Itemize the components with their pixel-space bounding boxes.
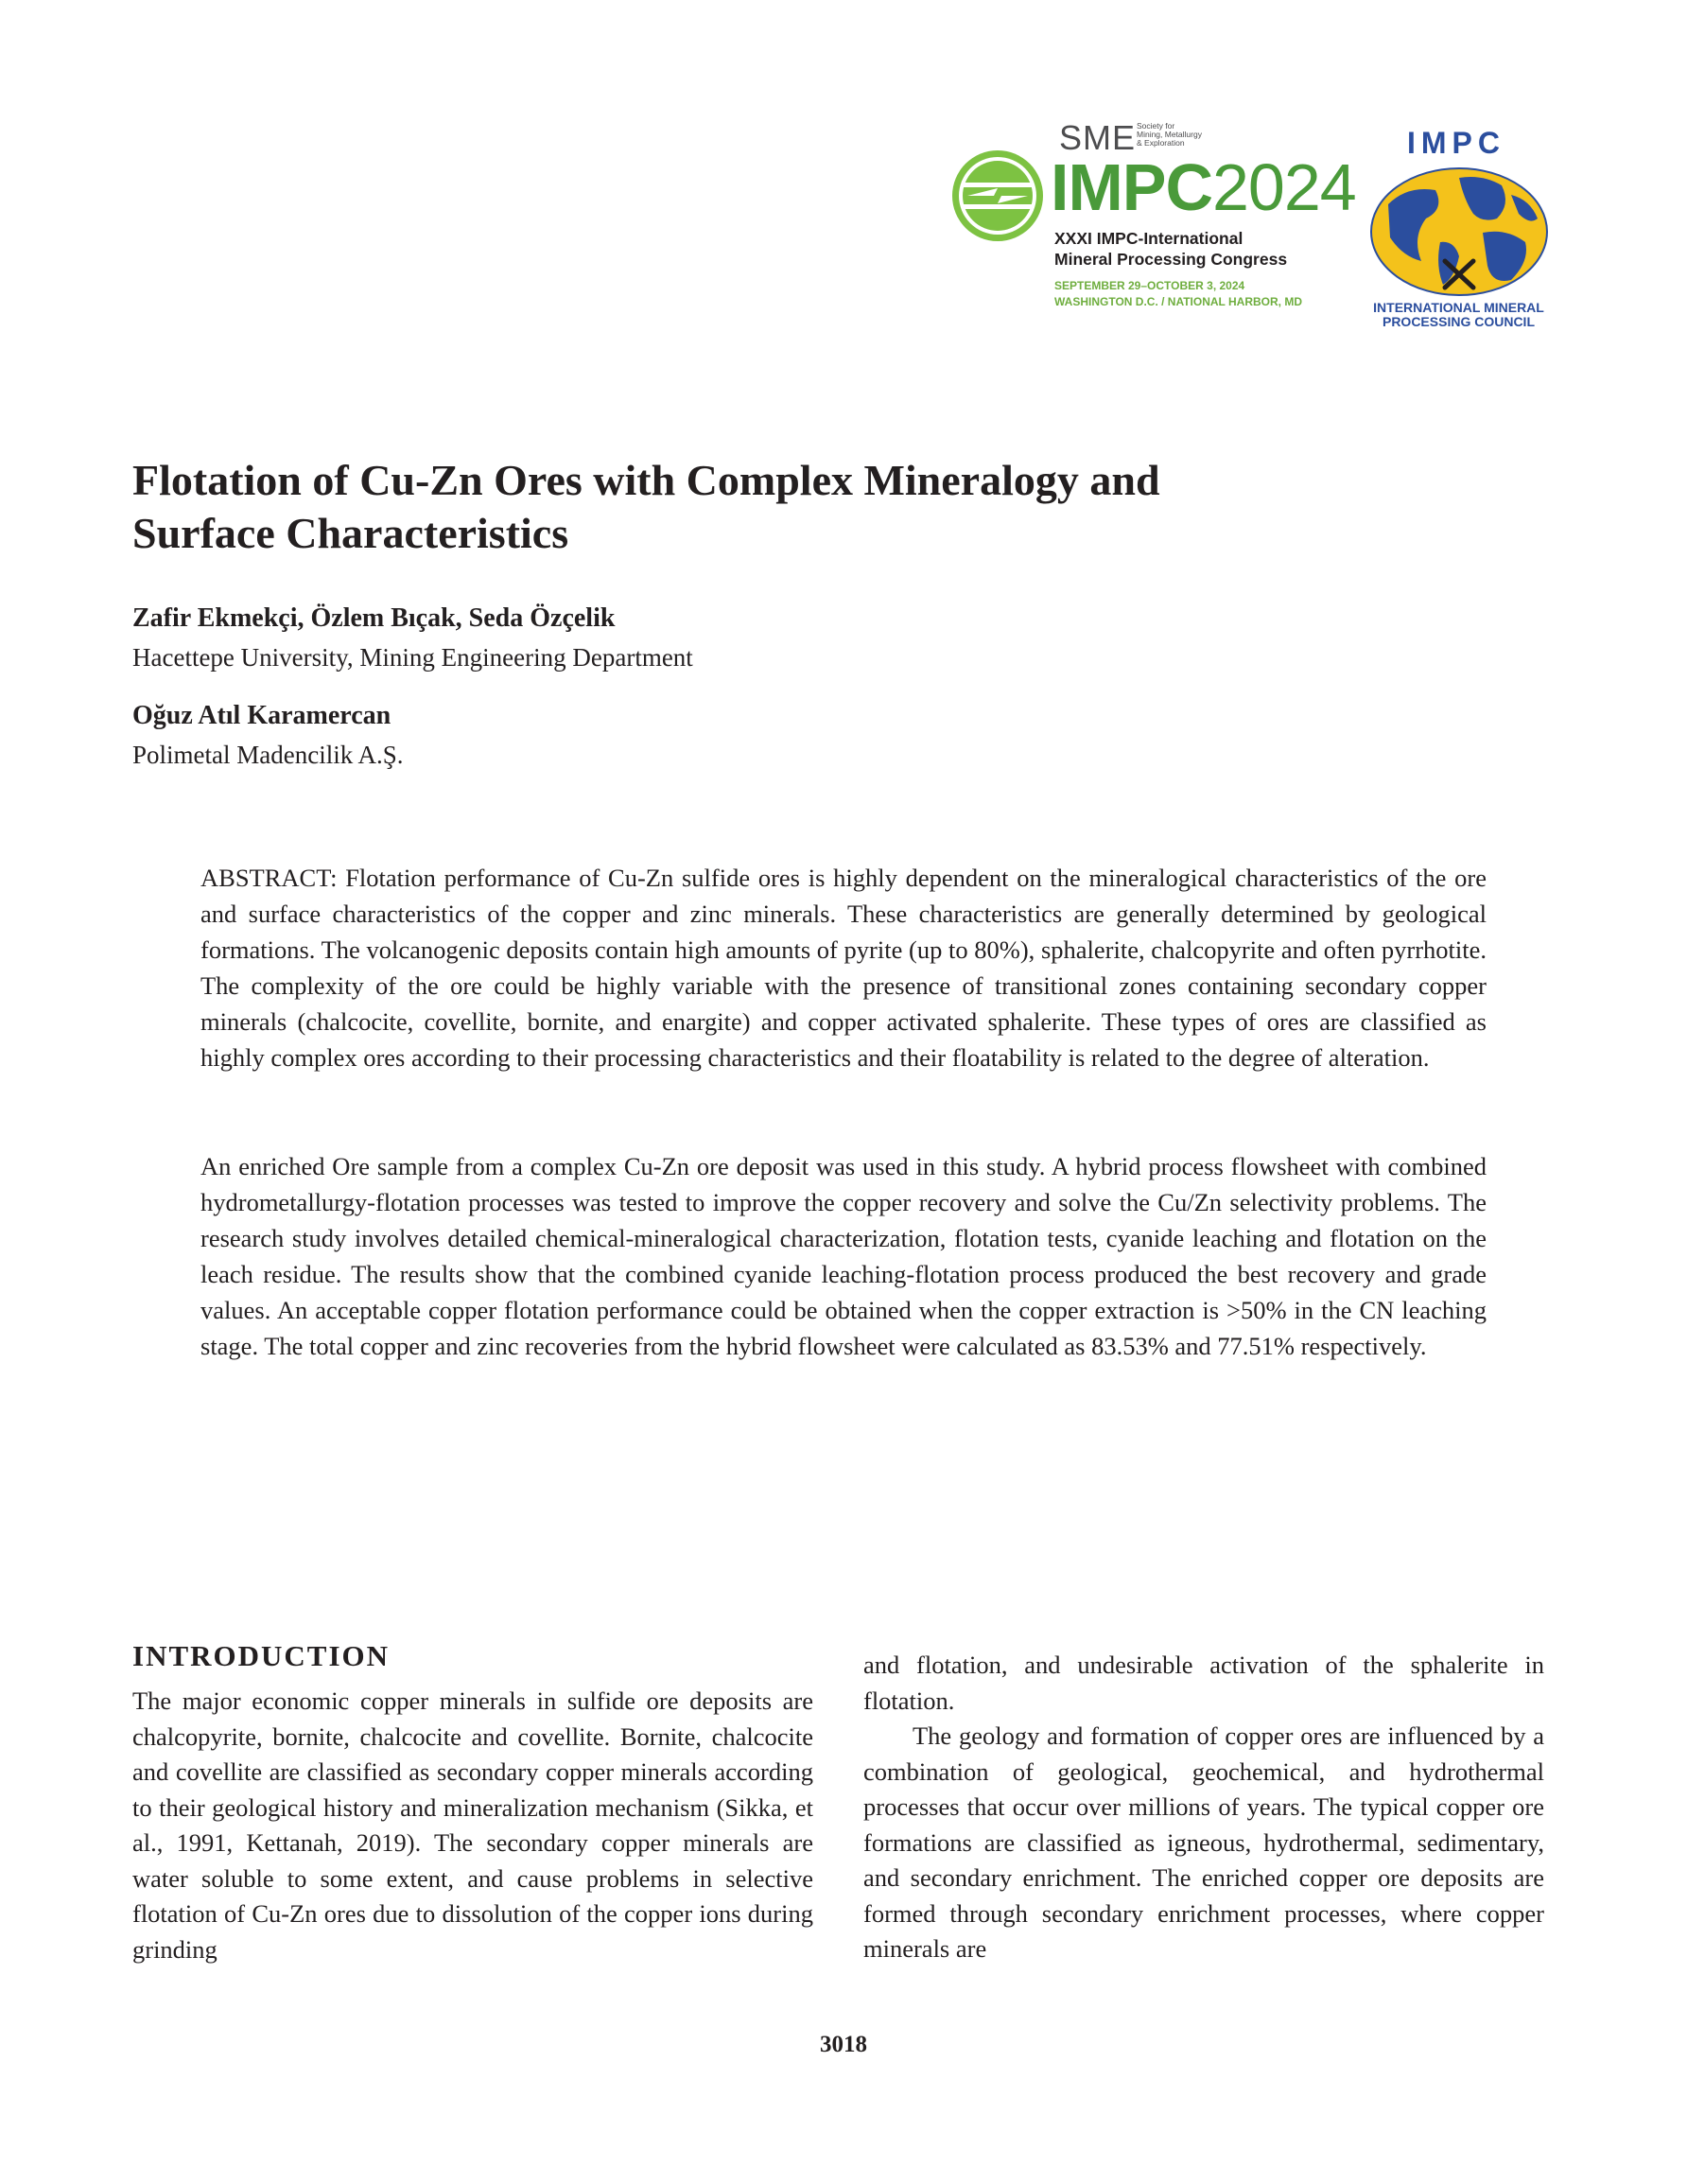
congress-name-line-2: Mineral Processing Congress (1054, 250, 1288, 269)
affiliation-1: Hacettepe University, Mining Engineering Department (132, 643, 693, 672)
paper-title: Flotation of Cu-Zn Ores with Complex Mineralogy and Surface Characteristics (132, 456, 1160, 557)
congress-location: WASHINGTON D.C. / NATIONAL HARBOR, MD (1054, 295, 1302, 308)
affiliation-2: Polimetal Madencilik A.Ş. (132, 741, 404, 769)
congress-name-line-1: XXXI IMPC-International (1054, 229, 1244, 248)
impc-swirl-emblem-icon (950, 149, 1045, 243)
council-name-line-1: INTERNATIONAL MINERAL (1373, 300, 1544, 315)
introduction-continued-text: and flotation, and undesirable activation of the sphalerite in flotation. (863, 1651, 1544, 1715)
impc-council-logo (1362, 121, 1556, 329)
impc2024-wordmark: IMPC2024 (1051, 150, 1356, 224)
impc2024-conference-logo (950, 118, 1356, 331)
abstract-paragraph-2: An enriched Ore sample from a complex Cu-Zn ore deposit was used in this study. A hybrid process flowsheet with combined hydrometallurgy-flotation processes was tested to improve the copper recovery and solve the Cu/Zn selectivity problems. The research study involves detailed chemical-mineralogical characterization, flotation tests, cyanide leaching and flotation on the leach residue. The results show that the combined cyanide leaching-flotation process produced the best recovery and grade values. An acceptable copper flotation performance could be obtained when the copper extraction is >50% in the CN leaching stage. The total copper and zinc recoveries from the hybrid flowsheet were calculated as 83.53% and 77.51% respectively. (200, 1152, 1487, 1360)
introduction-right-column (863, 1648, 1544, 1967)
author-list-1: Zafir Ekmekçi, Özlem Bıçak, Seda Özçelik (132, 603, 616, 633)
sme-society-text: Society for Mining, Metallurgy & Exploration (1137, 121, 1202, 148)
congress-dates: SEPTEMBER 29–OCTOBER 3, 2024 (1054, 279, 1245, 292)
council-title: IMPC (1407, 126, 1505, 160)
introduction-geology-paragraph: The geology and formation of copper ores are influenced by a combination of geological, geochemical, and hydrothermal processes that occur over millions of years. The typical copper ore formations are classified as igneous, hydrothermal, sedimentary, and secondary enrichment. The enriched copper ore deposits are formed through secondary enrichment processes, where copper minerals are (863, 1721, 1544, 1963)
introduction-left-column: The major economic copper minerals in sulfide ore deposits are chalcopyrite, bornite, chalcocite and covellite. Bornite, chalcocite and covellite are classified as secondary copper minerals according to their geological history and mineralization mechanism (Sikka, et al., 1991, Kettanah, 2019). The secondary copper minerals are water soluble to some extent, and cause problems in selective flotation of Cu-Zn ores due to dissolution of the copper ions during grinding (132, 1686, 813, 1964)
globe-icon (1369, 166, 1549, 297)
author-list-2: Oğuz Atıl Karamercan (132, 701, 391, 730)
abstract-paragraph-1: ABSTRACT: Flotation performance of Cu-Zn sulfide ores is highly dependent on the mineralogical characteristics of the ore and surface characteristics of the copper and zinc minerals. These characteristics are generally determined by geological formations. The volcanogenic deposits contain high amounts of pyrite (up to 80%), sphalerite, chalcopyrite and often pyrrhotite. The complexity of the ore could be highly variable with the presence of transitional zones containing secondary copper minerals (chalcocite, covellite, bornite, and enargite) and copper activated sphalerite. These types of ores are classified as highly complex ores according to their processing characteristics and their floatability is related to the degree of alteration. (200, 864, 1487, 1072)
council-name-line-2: PROCESSING COUNCIL (1382, 314, 1535, 329)
sme-wordmark: SME (1059, 118, 1137, 157)
page-number: 3018 (820, 2032, 867, 2057)
introduction-heading: INTRODUCTION (132, 1639, 391, 1672)
